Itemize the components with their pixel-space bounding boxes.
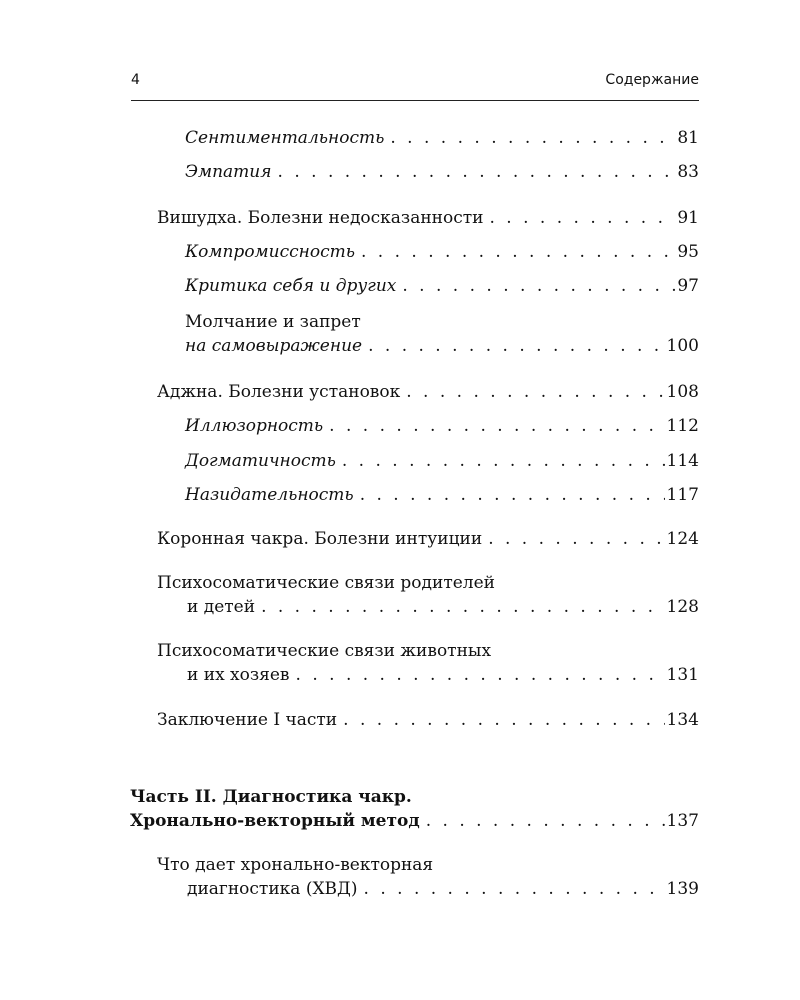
toc-entry-page: 108: [666, 382, 699, 402]
toc-entry: [157, 639, 699, 687]
toc-entry: [157, 380, 699, 404]
toc-entry-page: 95: [677, 242, 699, 262]
dot-leader: [402, 274, 675, 298]
toc-entry-title: Иллюзорность: [185, 416, 324, 436]
toc-entry: [185, 310, 699, 358]
toc-entry-title: Компромиссность: [185, 242, 355, 262]
toc-entry-title: и их хозяев: [187, 665, 290, 685]
toc-entry: [185, 160, 699, 184]
running-title: Содержание: [605, 72, 699, 88]
toc-entry: [185, 240, 699, 264]
toc-entry: [185, 449, 699, 473]
toc-entry-page: 128: [666, 597, 699, 617]
toc-entry-page: 91: [677, 208, 699, 228]
toc-entry-title: Аджна. Болезни установок: [157, 382, 401, 402]
toc-entry: [185, 126, 699, 150]
dot-leader: [343, 708, 664, 732]
toc-entry: [185, 274, 699, 298]
toc-entry-page: 131: [666, 665, 699, 685]
toc-entry-title: Вишудха. Болезни недосказанности: [157, 208, 484, 228]
toc-entry: [185, 414, 699, 438]
toc-entry-title: Эмпатия: [185, 162, 272, 182]
dot-leader: [261, 595, 664, 619]
toc-part-heading: [130, 785, 699, 833]
toc-entry: [157, 571, 699, 619]
toc-entry: [157, 853, 699, 901]
dot-leader: [296, 663, 665, 687]
dot-leader: [329, 414, 664, 438]
dot-leader: [426, 809, 665, 833]
toc-entry-page: 137: [666, 811, 699, 831]
dot-leader: [368, 334, 664, 358]
toc-entry-title: Назидательность: [185, 485, 354, 505]
toc-entry-page: 100: [666, 336, 699, 356]
toc-entry-title-line1: Что дает хронально-векторная: [157, 855, 434, 875]
toc-entry-title: Догматичность: [185, 451, 336, 471]
toc-entry: [185, 483, 699, 507]
dot-leader: [278, 160, 676, 184]
toc-entry-page: 97: [677, 276, 699, 296]
toc-entry-title: диагностика (ХВД): [187, 879, 358, 899]
toc-entry-title-line1: Психосоматические связи животных: [157, 641, 492, 661]
toc-entry: [157, 206, 699, 230]
toc-entry-title: Заключение I части: [157, 710, 338, 730]
toc-entry-title: на самовыражение: [185, 336, 363, 356]
toc-entry-page: 134: [666, 710, 699, 730]
dot-leader: [342, 449, 665, 473]
toc-entry-title: Критика себя и других: [185, 276, 397, 296]
toc-entry: [157, 708, 699, 732]
toc-entry-title: Сентиментальность: [185, 128, 385, 148]
dot-leader: [488, 527, 664, 551]
toc-entry-page: 81: [677, 128, 699, 148]
toc-entry-page: 83: [677, 162, 699, 182]
toc-entry-title-line1: Психосоматические связи родителей: [157, 573, 495, 593]
page-number: 4: [131, 72, 140, 88]
toc-entry-page: 139: [666, 879, 699, 899]
dot-leader: [360, 483, 665, 507]
dot-leader: [490, 206, 676, 230]
toc-entry-title: и детей: [187, 597, 256, 617]
toc-entry-page: 114: [666, 451, 699, 471]
toc-entry-title-line1: Молчание и запрет: [185, 312, 361, 332]
dot-leader: [406, 380, 664, 404]
toc-entry-title: Хронально-векторный метод: [130, 811, 420, 831]
toc-entry-page: 112: [666, 416, 699, 436]
dot-leader: [390, 126, 675, 150]
toc-entry-title: Коронная чакра. Болезни интуиции: [157, 529, 483, 549]
toc-entry-title-line1: Часть II. Диагностика чакр.: [130, 787, 412, 807]
toc-entry-page: 117: [666, 485, 699, 505]
toc-entry: [157, 527, 699, 551]
dot-leader: [364, 877, 665, 901]
dot-leader: [361, 240, 675, 264]
toc-entry-page: 124: [666, 529, 699, 549]
